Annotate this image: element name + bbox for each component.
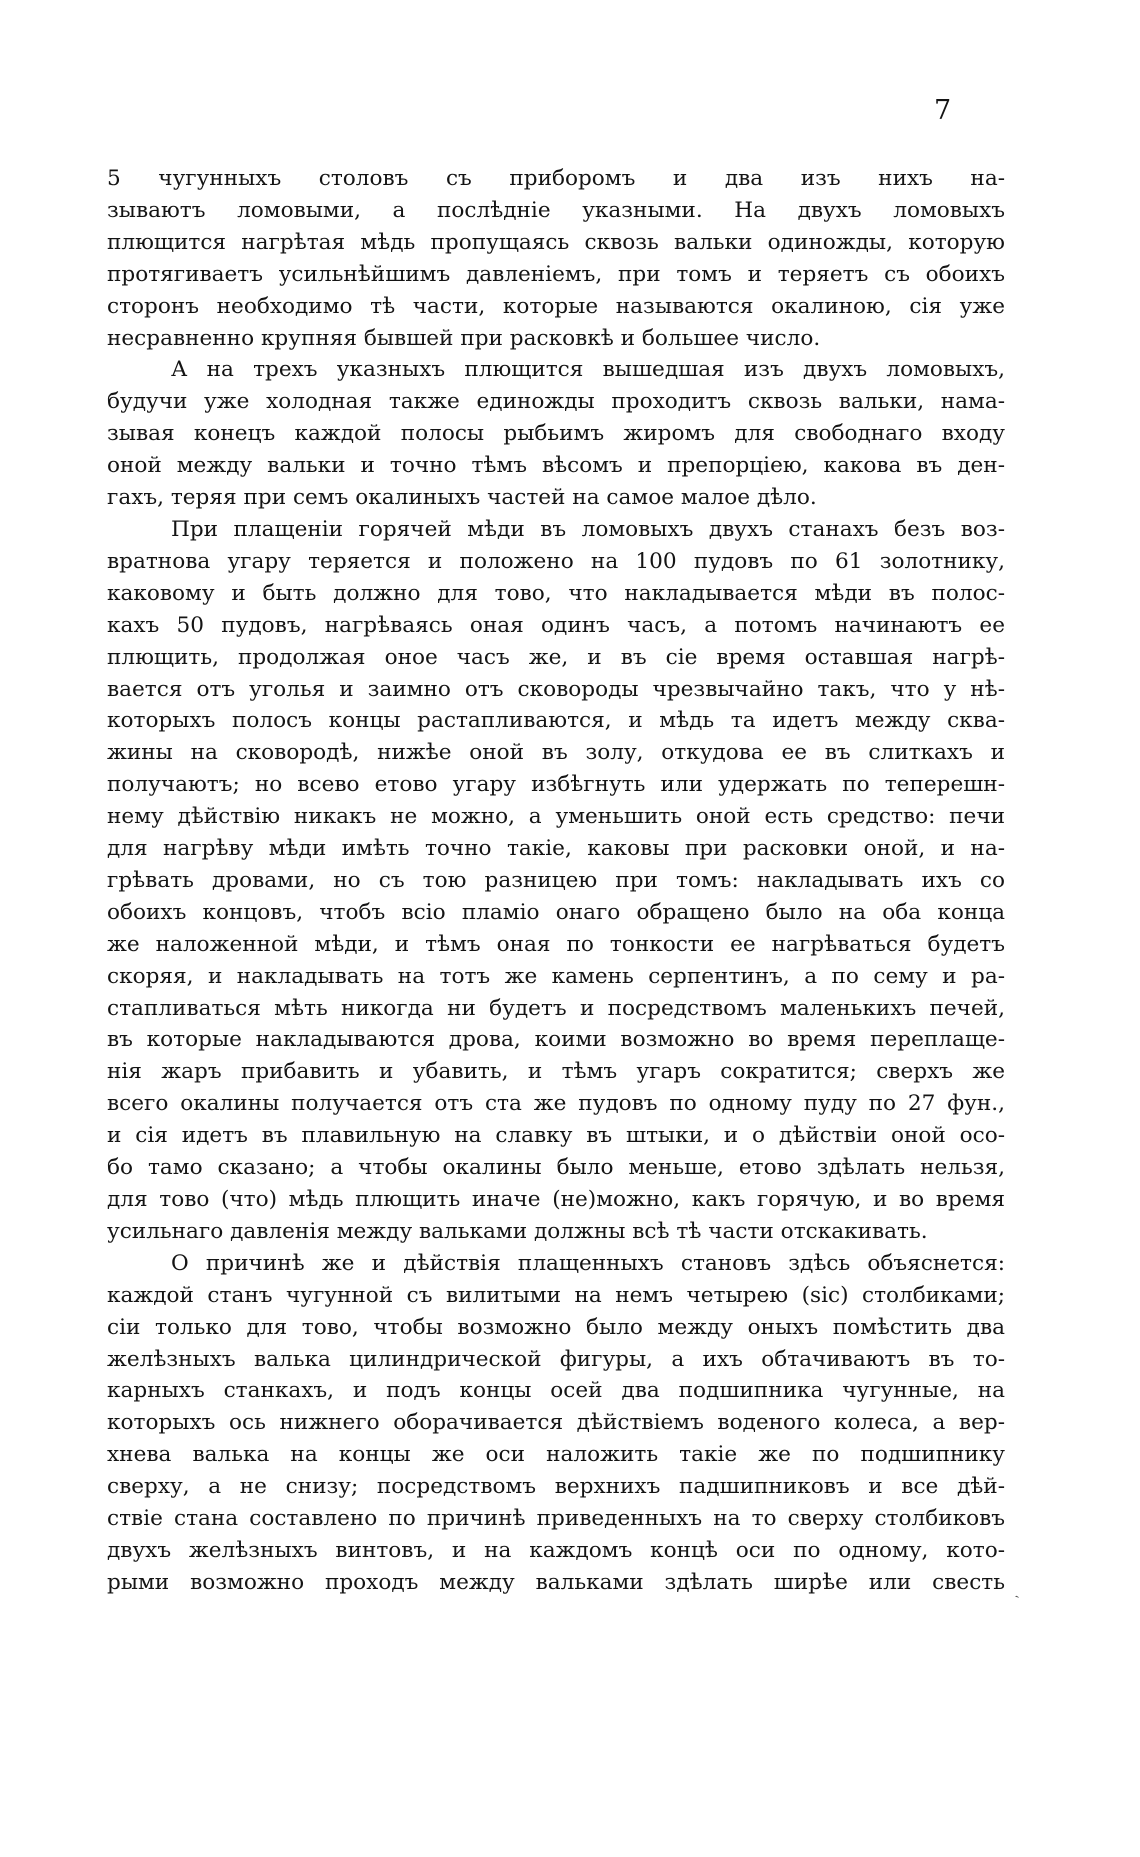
text-line: желѣзныхъ валька цилиндрической фигуры, а ихъ обтачиваютъ въ то- — [107, 1346, 1005, 1372]
text-line: двухъ желѣзныхъ винтовъ, и на каждомъ концѣ оси по одному, кото- — [107, 1537, 1005, 1563]
text-line: сіи только для тово, чтобы возможно было между оныхъ помѣстить два — [107, 1314, 1005, 1340]
text-line: При плащеніи горячей мѣди въ ломовыхъ двухъ станахъ безъ воз- — [171, 516, 1005, 542]
text-line: плющить, продолжая оное часъ же, и въ сіе время оставшая нагрѣ- — [107, 644, 1005, 670]
text-line: нему дѣйствію никакъ не можно, а уменьшить оной есть средство: печи — [107, 804, 1005, 830]
text-line: для тово (что) мѣдь плющить иначе (не)можно, какъ горячую, и во время — [107, 1187, 1005, 1212]
text-line: О причинѣ же и дѣйствія плащенныхъ становъ здѣсь объяснется: — [171, 1250, 1005, 1276]
text-line: А на трехъ указныхъ плющится вышедшая изъ двухъ ломовыхъ, — [171, 357, 1005, 383]
text-line: же наложенной мѣди, и тѣмъ оная по тонкости ее нагрѣваться будетъ — [107, 931, 1005, 957]
text-line: грѣвать дровами, но съ тою разницею при томъ: накладывать ихъ со — [107, 867, 1005, 893]
text-line: вается отъ уголья и заимно отъ сковороды чрезвычайно такъ, что у нѣ- — [107, 676, 1005, 702]
text-line: скоряя, и накладывать на тотъ же камень серпентинъ, а по сему и ра- — [107, 963, 1005, 989]
text-line: въ которые накладываются дрова, коими возможно во время переплаще- — [107, 1027, 1005, 1053]
text-line: усильнаго давленія между вальками должны всѣ тѣ части отскакивать. — [107, 1218, 928, 1244]
text-line: сторонъ необходимо тѣ части, которые называются окалиною, сія уже — [107, 293, 1005, 319]
text-line: вратнова угару теряется и положено на 100 пудовъ по 61 золотнику, — [107, 548, 1005, 574]
body-text — [107, 163, 1005, 1599]
text-line: стапливаться мѣть никогда ни будетъ и посредствомъ маленькихъ печей, — [107, 995, 1005, 1021]
text-line: для нагрѣву мѣди имѣть точно такіе, каковы при расковки оной, и на- — [107, 836, 1005, 862]
text-line: карныхъ станкахъ, и подъ концы осей два подшипника чугунные, на — [107, 1378, 1005, 1404]
text-line: всего окалины получается отъ ста же пудовъ по одному пуду по 27 фун., — [107, 1091, 1005, 1117]
text-line: ствіе стана составлено по причинѣ приведенныхъ на то сверху столбиковъ — [107, 1506, 1005, 1532]
text-line: которыхъ ось нижнего оборачивается дѣйствіемъ воденого колеса, а вер- — [107, 1410, 1005, 1436]
text-line: обоихъ концовъ, чтобъ всіо пламіо онаго обращено было на оба конца — [107, 899, 1005, 925]
text-line: плющится нагрѣтая мѣдь пропущаясь сквозь вальки одиножды, которую — [107, 229, 1005, 255]
text-line: 5 чугунныхъ столовъ съ приборомъ и два изъ нихъ на- — [107, 166, 1005, 191]
text-line: рыми возможно проходъ между вальками здѣлать ширѣе или свесть — [107, 1569, 1005, 1595]
text-line: сверху, а не снизу; посредствомъ верхнихъ падшипниковъ и все дѣй- — [107, 1474, 1005, 1500]
text-line: кахъ 50 пудовъ, нагрѣваясь оная одинъ часъ, а потомъ начинаютъ ее — [107, 612, 1005, 638]
text-line: протягиваетъ усильнѣйшимъ давленіемъ, при томъ и теряетъ съ обоихъ — [107, 261, 1005, 287]
paragraph — [107, 163, 1005, 354]
text-line: гахъ, теряя при семъ окалиныхъ частей на самое малое дѣло. — [107, 485, 817, 511]
text-line: каждой станъ чугунной съ вилитыми на немъ четырею (sic) столбиками; — [107, 1282, 1005, 1308]
text-line: зывая конецъ каждой полосы рыбьимъ жиромъ для свободнаго входу — [107, 421, 1005, 447]
paragraph — [107, 1248, 1005, 1599]
text-line: которыхъ полосъ концы растапливаются, и мѣдь та идетъ между сква- — [107, 708, 1005, 734]
text-line: будучи уже холодная также единожды проходитъ сквозь вальки, нама- — [107, 389, 1005, 415]
text-line: оной между вальки и точно тѣмъ вѣсомъ и препорціею, какова въ ден- — [107, 453, 1005, 479]
text-line: зываютъ ломовыми, а послѣдніе указными. На двухъ ломовыхъ — [107, 197, 1005, 223]
stray-pen-mark: ˏ — [1008, 1579, 1021, 1600]
text-line: нія жаръ прибавить и убавить, и тѣмъ угаръ сократится; сверхъ же — [107, 1059, 1005, 1085]
text-line: жины на сковородѣ, нижѣе оной въ золу, откудова ее въ слиткахъ и — [107, 740, 1005, 766]
text-line: бо тамо сказано; а чтобы окалины было меньше, етово здѣлать нельзя, — [107, 1155, 1005, 1181]
paragraph — [107, 514, 1005, 1248]
paragraph — [107, 354, 1005, 514]
text-line: каковому и быть должно для тово, что накладывается мѣди въ полос- — [107, 580, 1005, 606]
text-line: получаютъ; но всево етово угару избѣгнуть или удержать по теперешн- — [107, 772, 1005, 798]
text-line: хнева валька на концы же оси наложить такіе же по подшипнику — [107, 1442, 1005, 1468]
text-line: несравненно крупняя бывшей при расковкѣ и большее число. — [107, 325, 821, 351]
text-line: и сія идетъ въ плавильную на славку въ штыки, и о дѣйствіи оной осо- — [107, 1123, 1005, 1149]
page-number: 7 — [934, 95, 952, 126]
